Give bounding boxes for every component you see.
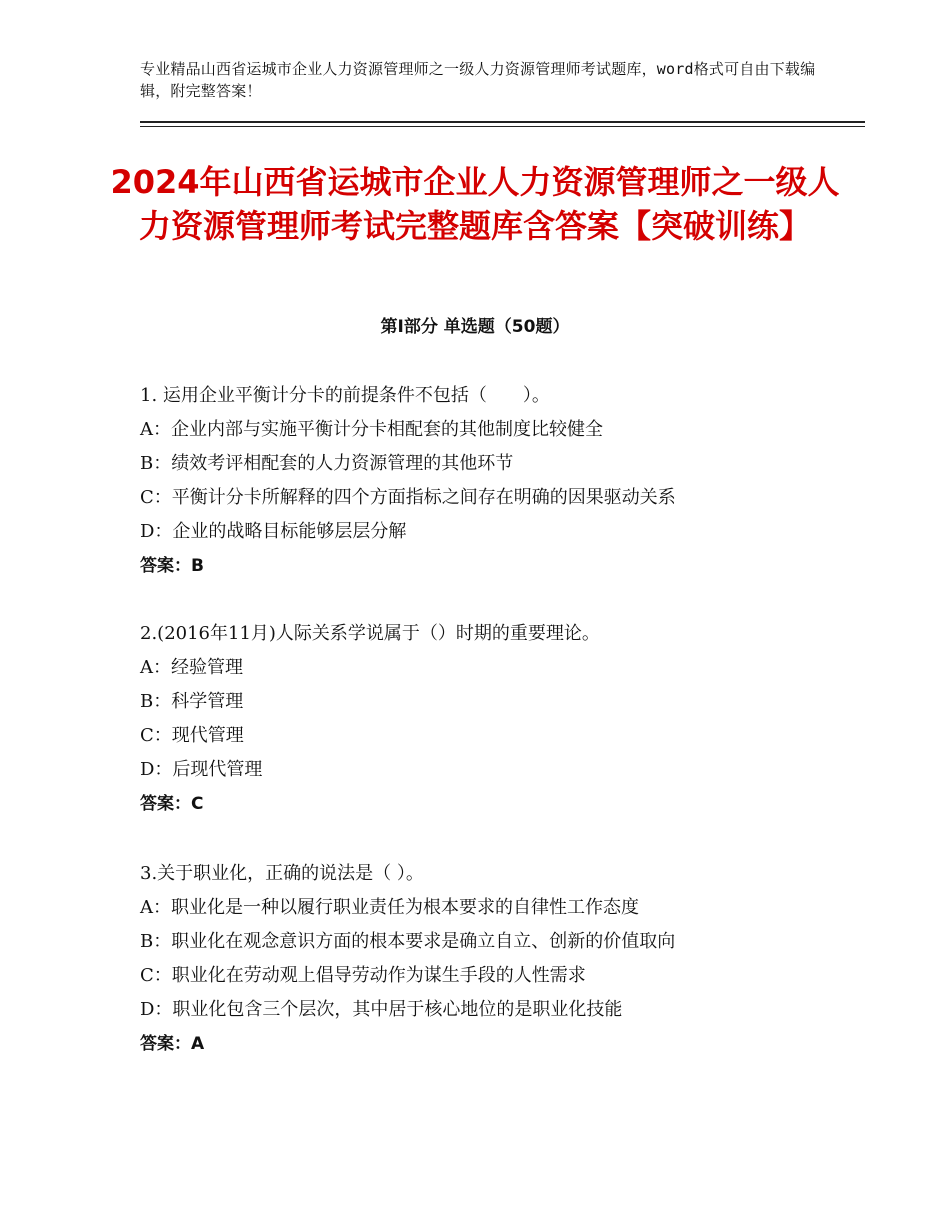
option-c: C：职业化在劳动观上倡导劳动作为谋生手段的人性需求 (140, 965, 586, 986)
question-stem: 3.关于职业化，正确的说法是（ ）。 (140, 863, 424, 884)
option-b: B：科学管理 (140, 691, 244, 712)
question-1 (140, 379, 860, 583)
option-c: C：平衡计分卡所解释的四个方面指标之间存在明确的因果驱动关系 (140, 487, 676, 508)
question-stem: 2.(2016年11月)人际关系学说属于（）时期的重要理论。 (140, 623, 600, 644)
option-a: A：经验管理 (140, 657, 243, 678)
section-heading: 第Ⅰ部分 单选题（50题） (380, 317, 570, 337)
option-b: B：绩效考评相配套的人力资源管理的其他环节 (140, 453, 514, 474)
document-title: 2024年山西省运城市企业人力资源管理师之一级人力资源管理师考试完整题库含答案【突破训练】 (110, 163, 840, 245)
header-rule-thin (140, 126, 865, 127)
answer: 答案：B (140, 556, 204, 576)
header-note: 专业精品山西省运城市企业人力资源管理师之一级人力资源管理师考试题库，word格式可自由下载编辑，附完整答案！ (140, 60, 816, 100)
answer: 答案：C (140, 794, 204, 814)
answer: 答案：A (140, 1034, 205, 1054)
option-a: A：职业化是一种以履行职业责任为根本要求的自律性工作态度 (140, 897, 639, 918)
option-c: C：现代管理 (140, 725, 244, 746)
option-b: B：职业化在观念意识方面的根本要求是确立自立、创新的价值取向 (140, 931, 676, 952)
option-d: D：后现代管理 (140, 759, 263, 780)
question-3 (140, 857, 860, 1061)
question-stem: 1. 运用企业平衡计分卡的前提条件不包括（ ）。 (140, 385, 550, 406)
option-d: D：企业的战略目标能够层层分解 (140, 521, 407, 542)
question-2 (140, 617, 860, 821)
option-a: A：企业内部与实施平衡计分卡相配套的其他制度比较健全 (140, 419, 603, 440)
header-rule-thick (140, 121, 865, 123)
option-d: D：职业化包含三个层次，其中居于核心地位的是职业化技能 (140, 999, 623, 1020)
